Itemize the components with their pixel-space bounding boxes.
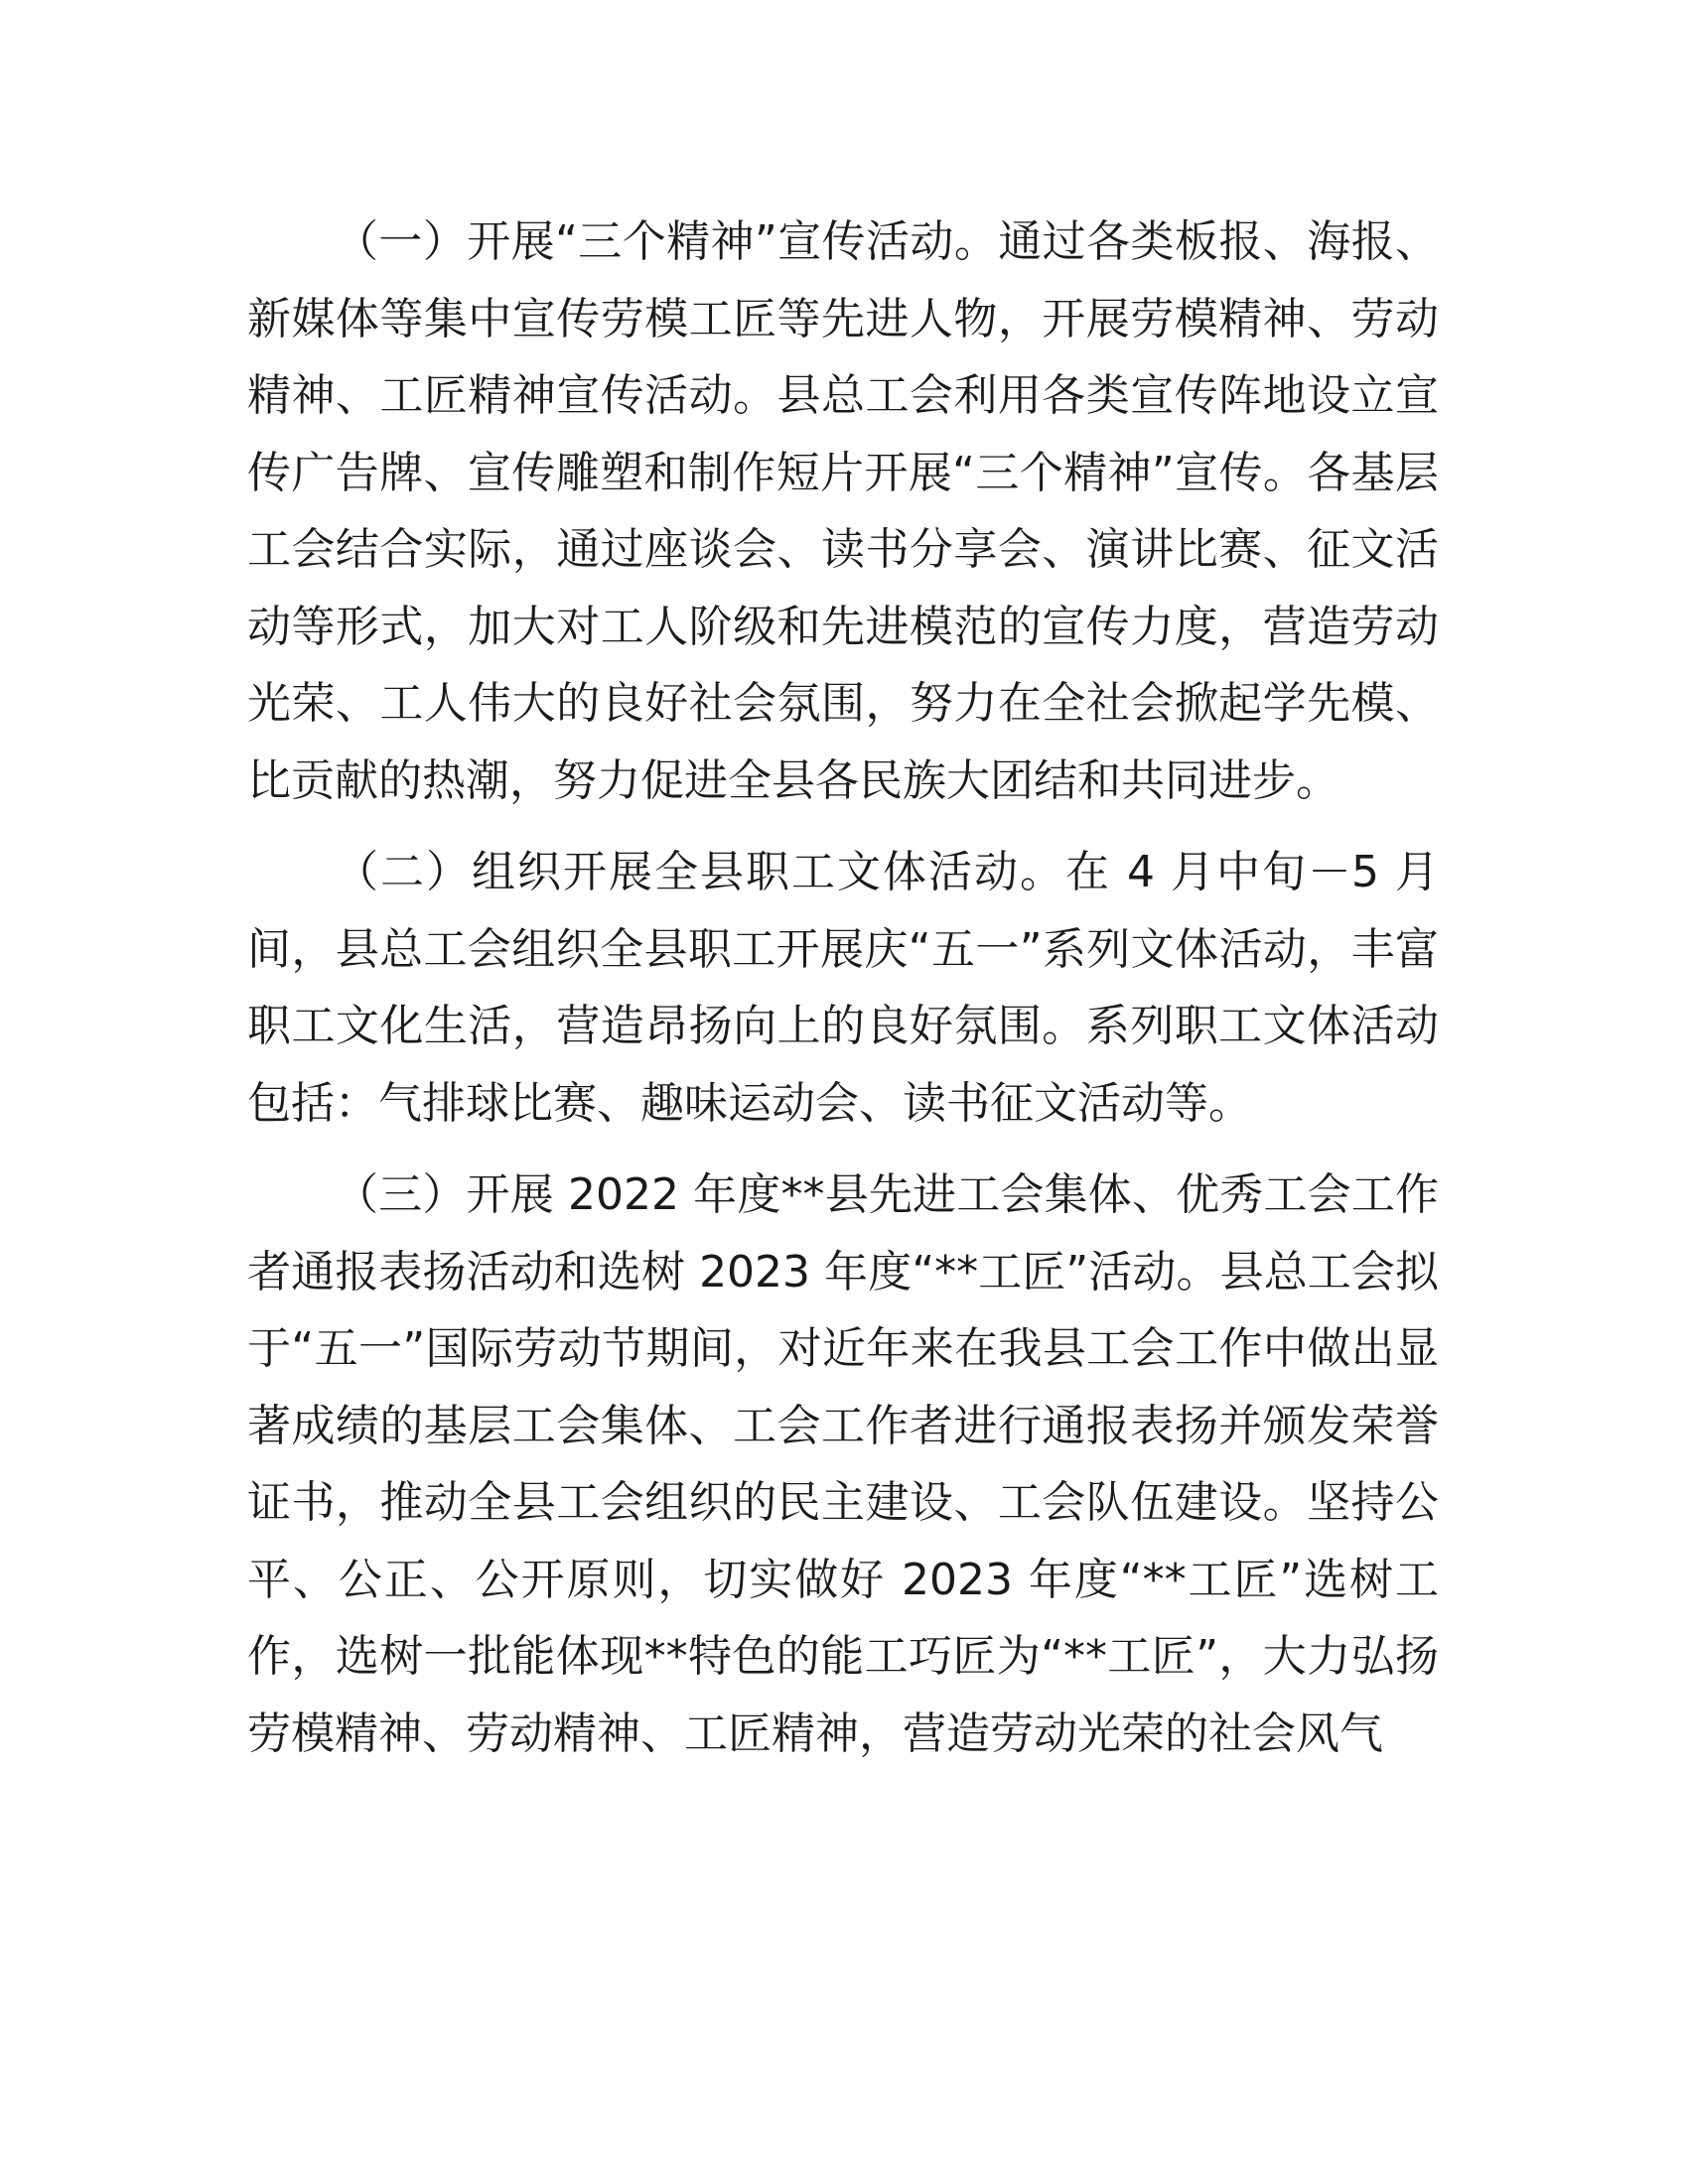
paragraph-commendation-activity: （三）开展 2022 年度**县先进工会集体、优秀工会工作者通报表扬活动和选树 2023 年度“**工匠”活动。县总工会拟于“五一”国际劳动节期间，对近年来在我县工会工作中做出显著成绩的基层工会集体、工会工作者进行通报表扬并颁发荣誉证书，推动全县工会组织的民主建设、工会队伍建设。坚持公平、公正、公开原则，切实做好 2023 年度“**工匠”选树工作，选树一批能体现**特色的能工巧匠为“**工匠”，大力弘扬劳模精神、劳动精神、工匠精神，营造劳动光荣的社会风气 [247,1169,1439,1759]
paragraph-publicity-activity: （一）开展“三个精神”宣传活动。通过各类板报、海报、新媒体等集中宣传劳模工匠等先进人物，开展劳模精神、劳动精神、工匠精神宣传活动。县总工会利用各类宣传阵地设立宣传广告牌、宣传雕塑和制作短片开展“三个精神”宣传。各基层工会结合实际，通过座谈会、读书分享会、演讲比赛、征文活动等形式，加大对工人阶级和先进模范的宣传力度，营造劳动光荣、工人伟大的良好社会氛围，努力在全社会掀起学先模、比贡献的热潮，努力促进全县各民族大团结和共同进步。 [247,216,1439,806]
document-body [247,204,1439,1772]
paragraph-sports-culture-activity: （二）组织开展全县职工文体活动。在 4 月中旬－5 月间，县总工会组织全县职工开展庆“五一”系列文体活动，丰富职工文化生活，营造昂扬向上的良好氛围。系列职工文体活动包括：气排球比赛、趣味运动会、读书征文活动等。 [247,847,1439,1129]
